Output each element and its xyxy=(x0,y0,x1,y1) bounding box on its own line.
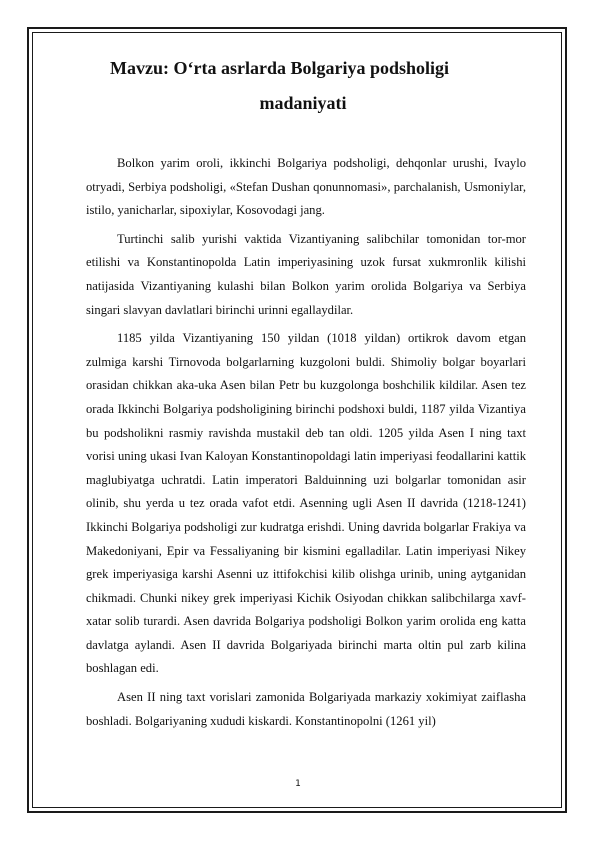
paragraph-fourth-crusade: Turtinchi salib yurishi vaktida Vizantiyaning salibchilar tomonidan tor-mor etilishi va Konstantinopolda Latin imperiyasining uzok fursat xukmronlik kilishi natijasida Vizantiyaning kulashi bilan Bolkon yarim orolida Bolgariya va Serbiya singari slavyan davlatlari birinchi urinni egallaydilar. xyxy=(86,231,526,317)
document-body xyxy=(86,152,526,738)
paragraph-keywords: Bolkon yarim oroli, ikkinchi Bolgariya podsholigi, dehqonlar urushi, Ivaylo otryadi, Serbiya podsholigi, «Stefan Dushan qonunnomasi», parchalanish, Usmoniylar, istilo, yanicharlar, sipoxiylar, Kosovodagi jang. xyxy=(86,156,526,218)
paragraph-asen-successors: Asen II ning taxt vorislari zamonida Bolgariyada markaziy xokimiyat zaiflasha boshladi. Bolgariyaning xududi kiskardi. Konstantinopolni (1261 yil) xyxy=(86,690,526,728)
document-title-line-2: madaniyati xyxy=(259,93,347,113)
document-title-line-1: Mavzu: O‘rta asrlarda Bolgariya podsholigi xyxy=(110,58,449,78)
page-number: 1 xyxy=(295,779,301,789)
paragraph-uprising-1185: 1185 yilda Vizantiyaning 150 yildan (1018 yildan) ortikrok davom etgan zulmiga karshi Tirnovoda bolgarlarning kuzgoloni buldi. Shimoliy bolgar boyarlari orasidan chikkan aka-uka Asen bilan Petr bu kuzgolonga boshchilik kildilar. Asen tez orada Ikkinchi Bolgariya podsholigining birinchi podshoxi buldi, 1187 yilda Vizantiya bu podsholikni rasmiy ravishda mustakil deb tan oldi. 1205 yilda Asen I ning taxt vorisi uning ukasi Ivan Kaloyan Konstantinopoldagi latin imperiyasi feodallarini kattik maglubiyatga uchratdi. Latin imperatori Balduinning uzi bolgarlar tomonidan asir olinib, shu yerda u tez orada vafot etdi. Asenning ugli Asen II davrida (1218-1241) Ikkinchi Bolgariya podsholigi zur kudratga erishdi. Uning davrida bolgarlar Frakiya va Makedoniyani, Epir va Fessaliyaning bir kismini egalladilar. Latin imperiyasi Nikey grek imperiyasiga karshi Asenni uz ittifokchisi kilib olishga urinib, uning aytganidan chikmadi. Chunki nikey grek imperiyasi Kichik Osiyodan chikkan salibchilarga xavf-xatar solib turardi. Asen davrida Bolgariya podsholigi Bolkon yarim orolida eng katta davlatga aylandi. Asen II davrida Bolgariyada birinchi marta oltin pul zarb kilina boshlagan edi. xyxy=(86,331,526,676)
